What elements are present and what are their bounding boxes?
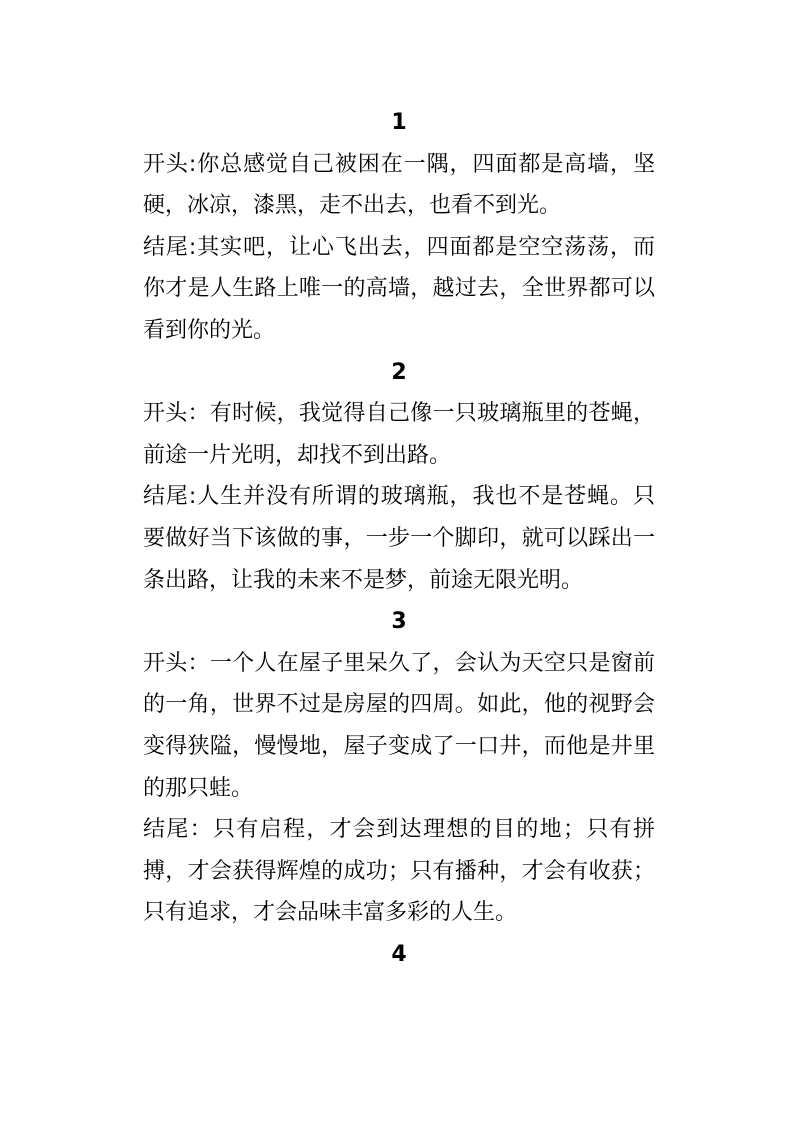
paragraph-ending: 结尾:其实吧，让心飞出去，四面都是空空荡荡，而你才是人生路上唯一的高墙，越过去，全世界都可以看到你的光。 xyxy=(143,234,655,343)
section-number: 3 xyxy=(391,609,407,635)
section-3 xyxy=(143,601,655,934)
paragraph-ending: 结尾:人生并没有所谓的玻璃瓶，我也不是苍蝇。只要做好当下该做的事，一步一个脚印，就可以踩出一条出路，让我的未来不是梦，前途无限光明。 xyxy=(143,484,655,593)
paragraph-opening: 开头：一个人在屋子里呆久了，会认为天空只是窗前的一角，世界不过是房屋的四周。如此，他的视野会变得狭隘，慢慢地，屋子变成了一口井，而他是井里的那只蛙。 xyxy=(143,650,655,801)
section-4 xyxy=(143,934,655,976)
paragraph-ending: 结尾：只有启程，才会到达理想的目的地；只有拼搏，才会获得辉煌的成功；只有播种，才会有收获；只有追求，才会品味丰富多彩的人生。 xyxy=(143,817,655,926)
paragraph-opening: 开头:你总感觉自己被困在一隅，四面都是高墙，坚硬，冰凉，漆黑，走不出去，也看不到光。 xyxy=(143,151,655,219)
paragraph-opening: 开头：有时候，我觉得自己像一只玻璃瓶里的苍蝇，前途一片光明，却找不到出路。 xyxy=(143,401,655,468)
section-number: 4 xyxy=(391,941,407,967)
section-2 xyxy=(143,352,655,602)
section-1 xyxy=(143,102,655,352)
section-number: 2 xyxy=(391,359,407,385)
document-body xyxy=(143,102,655,975)
section-number: 1 xyxy=(391,110,407,135)
